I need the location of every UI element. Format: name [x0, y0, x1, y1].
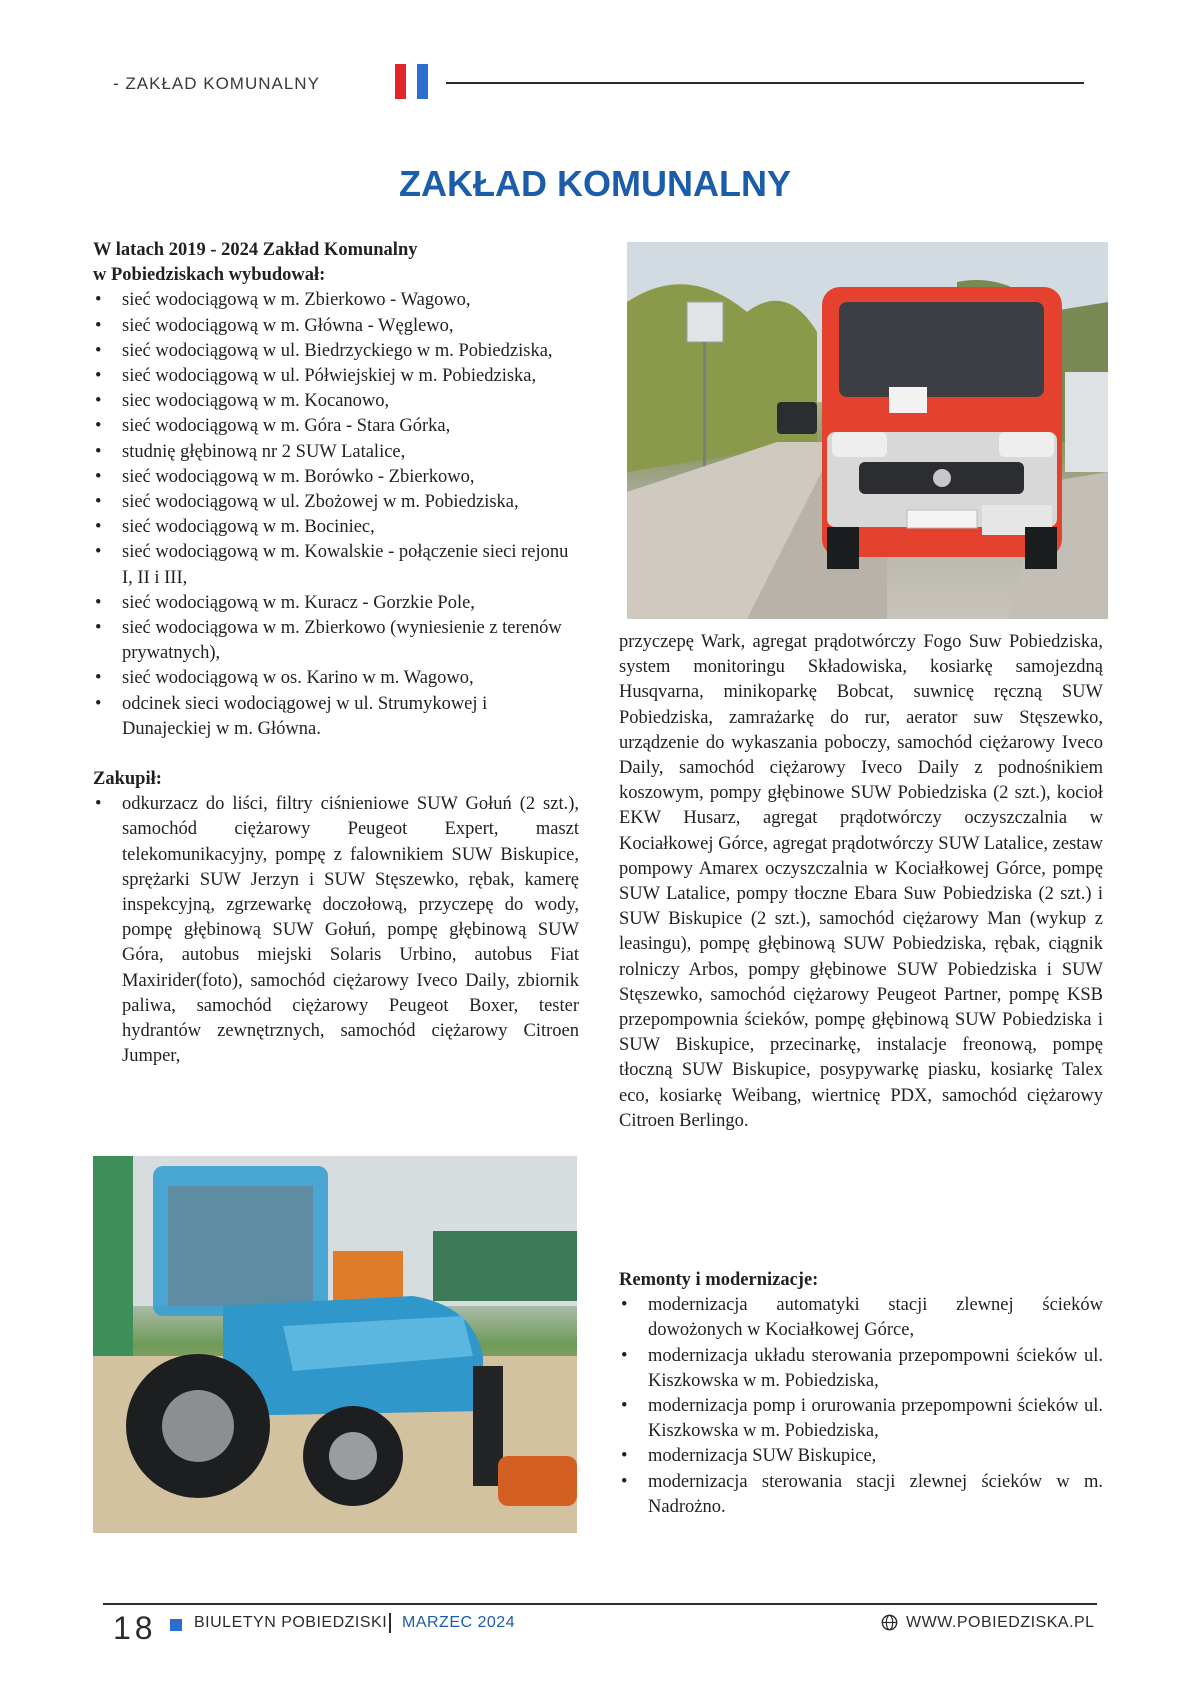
- list-item: • sieć wodociągową w os. Karino w m. Wagowo,: [93, 666, 579, 691]
- list-item: • sieć wodociągową w m. Kuracz - Gorzkie Pole,: [93, 591, 579, 616]
- section-label: - ZAKŁAD KOMUNALNY: [113, 74, 320, 93]
- purchased-text-part1: • odkurzacz do liści, filtry ciśnieniowe SUW Gołuń (2 szt.), samochód ciężarowy Peugeot Expert, maszt telekomunikacyjny, pompę z falownikiem SUW Biskupice, sprężarki SUW Jerzyn i SUW Stęszewko, rębak, kamerę inspekcyjną, zgrzewarkę doczołową, przyczepę do wody, pompę głębinową SUW Gołuń, pompę głębinową SUW Góra, autobus miejski Solaris Urbino, autobus Fiat Maxirider(foto), samochód ciężarowy Iveco Daily, zbiornik paliwa, samochód ciężarowy Peugeot Boxer, tester hydrantów zewnętrznych, samochód ciężarowy Citroen Jumper,: [93, 792, 579, 1069]
- renovations-heading: Remonty i modernizacje:: [619, 1270, 819, 1290]
- list-item: • sieć wodociągową w m. Zbierkowo - Wagowo,: [93, 288, 579, 313]
- built-intro-line1: W latach 2019 - 2024 Zakład Komunalny: [93, 240, 418, 260]
- page-title: ZAKŁAD KOMUNALNY: [399, 163, 791, 204]
- built-intro-line2: w Pobiedziskach wybudował:: [93, 265, 326, 286]
- list-item: • studnię głębinową nr 2 SUW Latalice,: [93, 440, 579, 465]
- list-item: • sieć wodociągową w m. Borówko - Zbierkowo,: [93, 465, 579, 490]
- van-photo: [627, 242, 1108, 619]
- globe-icon: [881, 1614, 898, 1631]
- tractor-photo: [93, 1156, 577, 1533]
- purchased-heading: Zakupił:: [93, 769, 162, 790]
- list-item: • sieć wodociągową w m. Główna - Węglewo,: [93, 314, 579, 339]
- footer-separator: [389, 1613, 391, 1633]
- renovations-section: [619, 1268, 1103, 1520]
- flag-blue-stripe: [417, 64, 428, 99]
- list-item: • siec wodociągową w m. Kocanowo,: [93, 389, 579, 414]
- list-item: • sieć wodociągową w ul. Półwiejskiej w m. Pobiedziska,: [93, 364, 579, 389]
- list-item: • modernizacja układu sterowania przepompowni ścieków ul. Kiszkowska w m. Pobiedziska,: [619, 1344, 1103, 1394]
- page-number: 18: [113, 1610, 157, 1646]
- list-item: • modernizacja pomp i orurowania przepompowni ścieków ul. Kiszkowska w m. Pobiedziska,: [619, 1394, 1103, 1444]
- publication-name: BIULETYN POBIEDZISKI: [194, 1614, 388, 1631]
- footer-square-icon: [170, 1619, 182, 1631]
- renovations-list: [619, 1293, 1103, 1520]
- website-link[interactable]: WWW.POBIEDZISKA.PL: [906, 1614, 1095, 1631]
- list-item: • sieć wodociągową w m. Góra - Stara Górka,: [93, 414, 579, 439]
- issue-date: MARZEC 2024: [402, 1614, 516, 1631]
- list-item: • sieć wodociągowa w m. Zbierkowo (wyniesienie z terenów prywatnych),: [93, 616, 579, 666]
- built-list: [93, 288, 579, 742]
- footer-divider: [103, 1603, 1097, 1605]
- list-item: • modernizacja automatyki stacji zlewnej ścieków dowożonych w Kociałkowej Górce,: [619, 1293, 1103, 1343]
- purchased-list: [93, 792, 579, 1069]
- header-divider: [446, 82, 1084, 84]
- list-item: • modernizacja SUW Biskupice,: [619, 1444, 1103, 1469]
- list-item: • sieć wodociągową w m. Bociniec,: [93, 515, 579, 540]
- list-item: • sieć wodociągową w m. Kowalskie - połączenie sieci rejonu I, II i III,: [93, 540, 579, 590]
- purchased-text-part2: przyczepę Wark, agregat prądotwórczy Fogo Suw Pobiedziska, system monitoringu Składowiska, kosiarkę samojezdną Husqvarna, minikoparkę Bobcat, suwnicę ręczną SUW Pobiedziska, zamrażarkę do rur, aerator suw Stęszewko, urządzenie do wykaszania poboczy, samochód ciężarowy Iveco Daily, samochód ciężarowy Iveco Daily z podnośnikiem koszowym, pompy głębinowe SUW Pobiedziska (2 szt.), kocioł EKW Husarz, agregat prądotwórczy oczyszczalnia w Kociałkowej Górce, agregat prądotwórczy SUW Latalice, zestaw pompowy Amarex oczyszczalnia w Kociałkowej Górce, pompę SUW Latalice, pompy tłoczne Ebara Suw Pobiedziska (2 szt.) i SUW Biskupice (2 szt.), samochód ciężarowy Man (wykup z leasingu), pompę głębinową SUW Pobiedziska, rębak, ciągnik rolniczy Arbos, pompy głębinowe SUW Pobiedziska i SUW Stęszewko, samochód ciężarowy Peugeot Partner, pompę KSB przepompownia ścieków, pompę głębinową SUW Pobiedziska i SUW Biskupice, przecinarkę, instalacje freonową, pompę tłoczną SUW Biskupice, posypywarkę piasku, kosiarkę Talex eco, kosiarkę Weibang, wiertnicę PDX, samochód ciężarowy Citroen Berlingo.: [619, 632, 1103, 1131]
- list-item: • modernizacja sterowania stacji zlewnej ścieków w m. Nadrożno.: [619, 1470, 1103, 1520]
- list-item: • sieć wodociągową w ul. Biedrzyckiego w m. Pobiedziska,: [93, 339, 579, 364]
- flag-red-stripe: [395, 64, 406, 99]
- list-item: • odcinek sieci wodociągowej w ul. Strumykowej i Dunajeckiej w m. Główna.: [93, 692, 579, 742]
- left-column: [93, 238, 579, 1070]
- list-item: • sieć wodociągową w ul. Zbożowej w m. Pobiedziska,: [93, 490, 579, 515]
